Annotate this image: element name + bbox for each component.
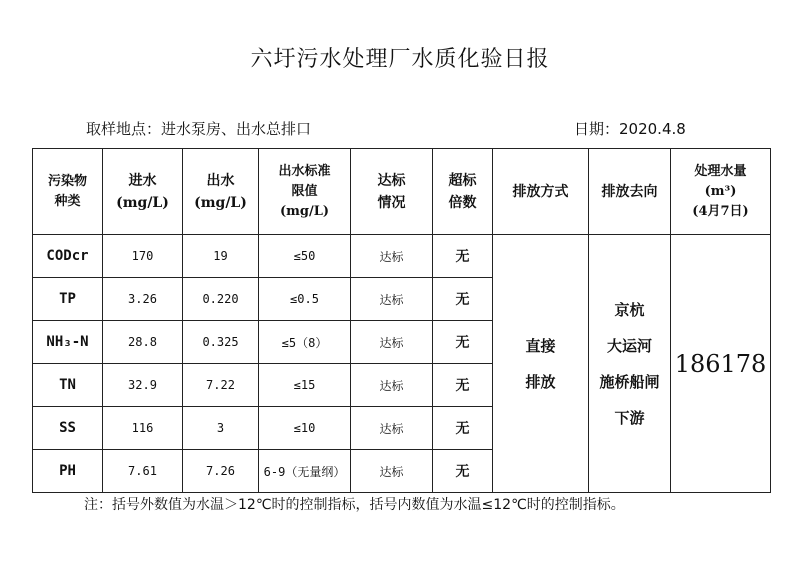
standard-limit: ≤10 [259, 407, 351, 450]
inflow-value: 7.61 [103, 450, 183, 493]
inflow-value: 116 [103, 407, 183, 450]
header-outflow-line: (mg/L) [194, 194, 247, 211]
sampling-location: 取样地点：进水泵房、出水总排口 [86, 120, 312, 138]
exceed-times: 无 [433, 364, 493, 407]
outflow-value: 3 [183, 407, 259, 450]
header-exceed-line: 倍数 [448, 194, 477, 211]
exceed-times: 无 [433, 278, 493, 321]
exceed-times: 无 [433, 450, 493, 493]
header-standard-line: 限值 [291, 183, 318, 199]
exceed-times: 无 [433, 235, 493, 278]
header-status [351, 149, 433, 235]
compliance-status: 达标 [351, 364, 433, 407]
standard-limit: ≤5（8） [259, 321, 351, 364]
header-volume-line: (m³) [704, 183, 737, 199]
standard-limit: ≤15 [259, 364, 351, 407]
outflow-value: 7.26 [183, 450, 259, 493]
water-quality-table [32, 148, 771, 493]
discharge-dest-line: 施桥船闸 [599, 372, 660, 391]
outflow-value: 0.325 [183, 321, 259, 364]
standard-limit: ≤50 [259, 235, 351, 278]
pollutant-name: SS [33, 407, 103, 450]
inflow-value: 3.26 [103, 278, 183, 321]
header-inflow-line: (mg/L) [116, 194, 169, 211]
outflow-value: 19 [183, 235, 259, 278]
header-pollutant-line: 污染物 [47, 173, 87, 189]
discharge-mode-line: 直接 [525, 336, 556, 355]
pollutant-name: PH [33, 450, 103, 493]
discharge-destination [589, 235, 671, 493]
header-volume-line: (4月7日) [692, 203, 749, 219]
table-row [33, 235, 771, 278]
discharge-mode [493, 235, 589, 493]
inflow-value: 32.9 [103, 364, 183, 407]
header-volume [671, 149, 771, 235]
footnote: 注：括号外数值为水温＞12℃时的控制指标，括号内数值为水温≤12℃时的控制指标。 [84, 497, 625, 513]
outflow-value: 0.220 [183, 278, 259, 321]
header-outflow [183, 149, 259, 235]
pollutant-name: NH₃-N [33, 321, 103, 364]
standard-limit: 6-9（无量纲） [259, 450, 351, 493]
header-row [33, 149, 771, 235]
pollutant-name: TP [33, 278, 103, 321]
compliance-status: 达标 [351, 321, 433, 364]
exceed-times: 无 [433, 407, 493, 450]
header-status-line: 达标 [377, 172, 406, 189]
report-date: 日期：2020.4.8 [574, 120, 686, 138]
header-standard [259, 149, 351, 235]
discharge-mode-line: 排放 [525, 372, 556, 391]
header-exceed [433, 149, 493, 235]
header-pollutant-line: 种类 [54, 193, 81, 209]
discharge-dest-line: 大运河 [606, 336, 652, 355]
exceed-times: 无 [433, 321, 493, 364]
compliance-status: 达标 [351, 450, 433, 493]
standard-limit: ≤0.5 [259, 278, 351, 321]
header-standard-line: (mg/L) [279, 203, 330, 219]
header-inflow [103, 149, 183, 235]
report-title: 六圩污水处理厂水质化验日报 [250, 47, 550, 72]
pollutant-name: CODcr [33, 235, 103, 278]
header-volume-line: 处理水量 [694, 163, 747, 179]
header-status-line: 情况 [377, 194, 406, 211]
outflow-value: 7.22 [183, 364, 259, 407]
compliance-status: 达标 [351, 235, 433, 278]
header-pollutant [33, 149, 103, 235]
compliance-status: 达标 [351, 407, 433, 450]
pollutant-name: TN [33, 364, 103, 407]
header-inflow-line: 进水 [128, 172, 157, 189]
header-outflow-line: 出水 [206, 172, 235, 189]
header-standard-line: 出水标准 [278, 163, 331, 179]
header-exceed-line: 超标 [448, 172, 477, 189]
discharge-dest-line: 下游 [614, 408, 645, 427]
compliance-status: 达标 [351, 278, 433, 321]
inflow-value: 28.8 [103, 321, 183, 364]
treated-volume: 186178 [671, 235, 771, 493]
discharge-dest-line: 京杭 [614, 300, 645, 319]
header-discharge-mode: 排放方式 [493, 149, 589, 235]
header-discharge-dest: 排放去向 [589, 149, 671, 235]
inflow-value: 170 [103, 235, 183, 278]
